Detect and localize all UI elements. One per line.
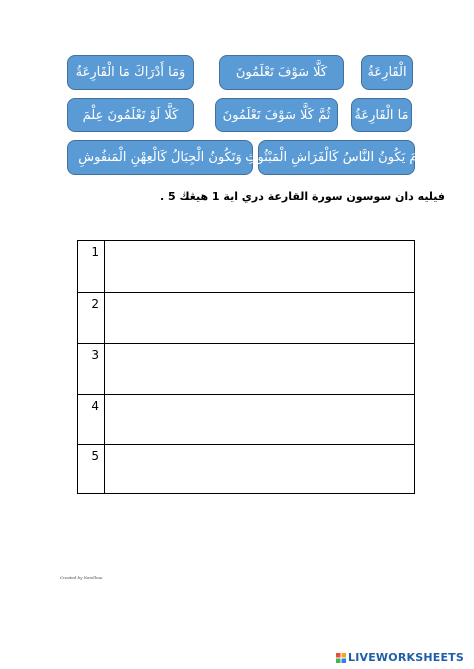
- answer-cell[interactable]: [105, 241, 414, 292]
- tile-0[interactable]: [67, 55, 194, 90]
- creator-credit: Created by NanShuu: [60, 575, 103, 580]
- answer-cell[interactable]: [105, 445, 414, 493]
- answer-cell[interactable]: [105, 344, 414, 394]
- tile-4[interactable]: [215, 98, 338, 132]
- row-number: 4: [78, 395, 105, 444]
- table-row: [78, 241, 414, 292]
- answer-table: [77, 240, 415, 494]
- tile-2[interactable]: [361, 55, 413, 90]
- tile-3[interactable]: [67, 98, 194, 132]
- row-number: 1: [78, 241, 105, 292]
- row-number: 3: [78, 344, 105, 394]
- table-row: [78, 394, 414, 444]
- tile-text: مَا الْقَارِعَةُ: [354, 107, 409, 123]
- instruction-text: فيليه دان سوسون سورة القارعة دري اية 1 هيڠڬ 5 .: [160, 190, 445, 203]
- table-row: [78, 292, 414, 343]
- tile-text: الْقَارِعَةُ: [367, 65, 407, 80]
- tile-text: وَمَا أَدْرَاكَ مَا الْقَارِعَةُ: [75, 65, 186, 80]
- answer-cell[interactable]: [105, 293, 414, 343]
- tile-1[interactable]: [219, 55, 344, 90]
- table-row: [78, 444, 414, 493]
- tile-text: كَلَّا سَوْفَ تَعْلَمُونَ: [235, 65, 328, 80]
- tile-text: يَوْمَ يَكُونُ النَّاسُ كَالْفَرَاشِ الْمَبْثُوثِ: [245, 150, 428, 165]
- answer-cell[interactable]: [105, 395, 414, 444]
- tile-7[interactable]: [245, 140, 428, 175]
- brand-footer: [336, 651, 464, 664]
- tile-text: ثُمَّ كَلَّا سَوْفَ تَعْلَمُونَ: [222, 107, 331, 123]
- tile-5[interactable]: [351, 98, 412, 132]
- row-number: 5: [78, 445, 105, 493]
- table-row: [78, 343, 414, 394]
- liveworksheets-logo-icon: [336, 653, 346, 663]
- tile-text: وَتَكُونُ الْجِبَالُ كَالْعِهْنِ الْمَنفُوشِ: [78, 150, 242, 165]
- brand-name: LIVEWORKSHEETS: [348, 651, 464, 664]
- row-number: 2: [78, 293, 105, 343]
- tile-6[interactable]: [67, 140, 253, 175]
- tile-text: كَلَّا لَوْ تَعْلَمُونَ عِلْمَ: [82, 107, 179, 123]
